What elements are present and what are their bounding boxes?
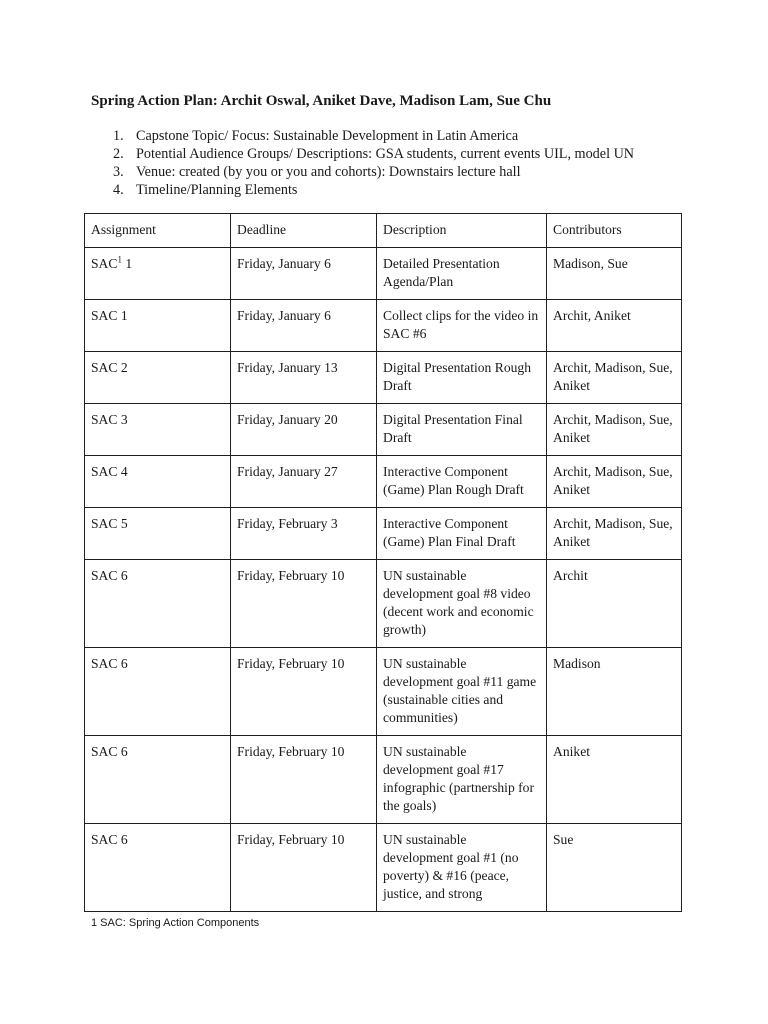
- cell-contributors: Sue: [547, 824, 682, 912]
- list-text: Timeline/Planning Elements: [136, 182, 298, 198]
- cell-assignment: SAC 1: [85, 300, 231, 352]
- list-text: Potential Audience Groups/ Descriptions: GSA students, current events UIL, model UN: [136, 146, 635, 162]
- document-title: Spring Action Plan: Archit Oswal, Aniket Dave, Madison Lam, Sue Chu: [91, 93, 552, 109]
- cell-assignment: SAC 6: [85, 560, 231, 648]
- list-number: 4.: [113, 182, 124, 198]
- cell-deadline: Friday, January 6: [231, 248, 377, 300]
- cell-contributors: Archit, Madison, Sue, Aniket: [547, 352, 682, 404]
- cell-assignment: SAC 2: [85, 352, 231, 404]
- table-row: [85, 248, 682, 300]
- table-row: [85, 736, 682, 824]
- cell-description: Detailed Presentation Agenda/Plan: [377, 248, 547, 300]
- cell-assignment: [85, 248, 231, 300]
- cell-deadline: Friday, February 10: [231, 736, 377, 824]
- cell-assignment: SAC 5: [85, 508, 231, 560]
- header-deadline: Deadline: [231, 214, 377, 248]
- cell-deadline: Friday, February 10: [231, 824, 377, 912]
- list-number: 1.: [113, 128, 124, 144]
- cell-contributors: Archit, Madison, Sue, Aniket: [547, 508, 682, 560]
- table-header-row: [85, 214, 682, 248]
- list-item: [91, 163, 634, 181]
- cell-description: UN sustainable development goal #17 infographic (partnership for the goals): [377, 736, 547, 824]
- list-text: Capstone Topic/ Focus: Sustainable Development in Latin America: [136, 128, 519, 144]
- table-row: [85, 300, 682, 352]
- cell-contributors: Archit, Aniket: [547, 300, 682, 352]
- assignment-label: SAC: [91, 256, 118, 271]
- cell-description: UN sustainable development goal #8 video (decent work and economic growth): [377, 560, 547, 648]
- cell-contributors: Madison, Sue: [547, 248, 682, 300]
- list-item: [91, 127, 634, 145]
- header-contributors: Contributors: [547, 214, 682, 248]
- cell-description: UN sustainable development goal #1 (no poverty) & #16 (peace, justice, and strong: [377, 824, 547, 912]
- plan-list: [91, 127, 634, 199]
- cell-assignment: SAC 6: [85, 648, 231, 736]
- cell-description: Interactive Component (Game) Plan Final Draft: [377, 508, 547, 560]
- cell-contributors: Archit, Madison, Sue, Aniket: [547, 456, 682, 508]
- cell-deadline: Friday, January 27: [231, 456, 377, 508]
- cell-assignment: SAC 6: [85, 824, 231, 912]
- list-item: [91, 181, 634, 199]
- table-row: [85, 560, 682, 648]
- footnote-divider: [91, 911, 237, 912]
- table-row: [85, 404, 682, 456]
- cell-deadline: Friday, January 20: [231, 404, 377, 456]
- list-text: Venue: created (by you or you and cohorts): Downstairs lecture hall: [136, 164, 521, 180]
- cell-assignment: SAC 3: [85, 404, 231, 456]
- cell-contributors: Archit, Madison, Sue, Aniket: [547, 404, 682, 456]
- timeline-table: [84, 213, 682, 912]
- table-row: [85, 824, 682, 912]
- cell-description: UN sustainable development goal #11 game (sustainable cities and communities): [377, 648, 547, 736]
- header-description: Description: [377, 214, 547, 248]
- assignment-suffix: 1: [121, 256, 133, 271]
- cell-assignment: SAC 4: [85, 456, 231, 508]
- list-item: [91, 145, 634, 163]
- cell-deadline: Friday, January 6: [231, 300, 377, 352]
- cell-description: Interactive Component (Game) Plan Rough Draft: [377, 456, 547, 508]
- header-assignment: Assignment: [85, 214, 231, 248]
- table-row: [85, 456, 682, 508]
- footnote-ref: 1: [117, 254, 122, 265]
- cell-deadline: Friday, February 3: [231, 508, 377, 560]
- cell-contributors: Madison: [547, 648, 682, 736]
- list-number: 3.: [113, 164, 124, 180]
- cell-description: Digital Presentation Final Draft: [377, 404, 547, 456]
- cell-assignment: SAC 6: [85, 736, 231, 824]
- table-row: [85, 352, 682, 404]
- cell-deadline: Friday, February 10: [231, 560, 377, 648]
- cell-contributors: Aniket: [547, 736, 682, 824]
- table-row: [85, 648, 682, 736]
- cell-deadline: Friday, January 13: [231, 352, 377, 404]
- cell-deadline: Friday, February 10: [231, 648, 377, 736]
- table-row: [85, 508, 682, 560]
- cell-description: Digital Presentation Rough Draft: [377, 352, 547, 404]
- footnote-text: 1 SAC: Spring Action Components: [91, 917, 260, 929]
- cell-contributors: Archit: [547, 560, 682, 648]
- cell-description: Collect clips for the video in SAC #6: [377, 300, 547, 352]
- list-number: 2.: [113, 146, 124, 162]
